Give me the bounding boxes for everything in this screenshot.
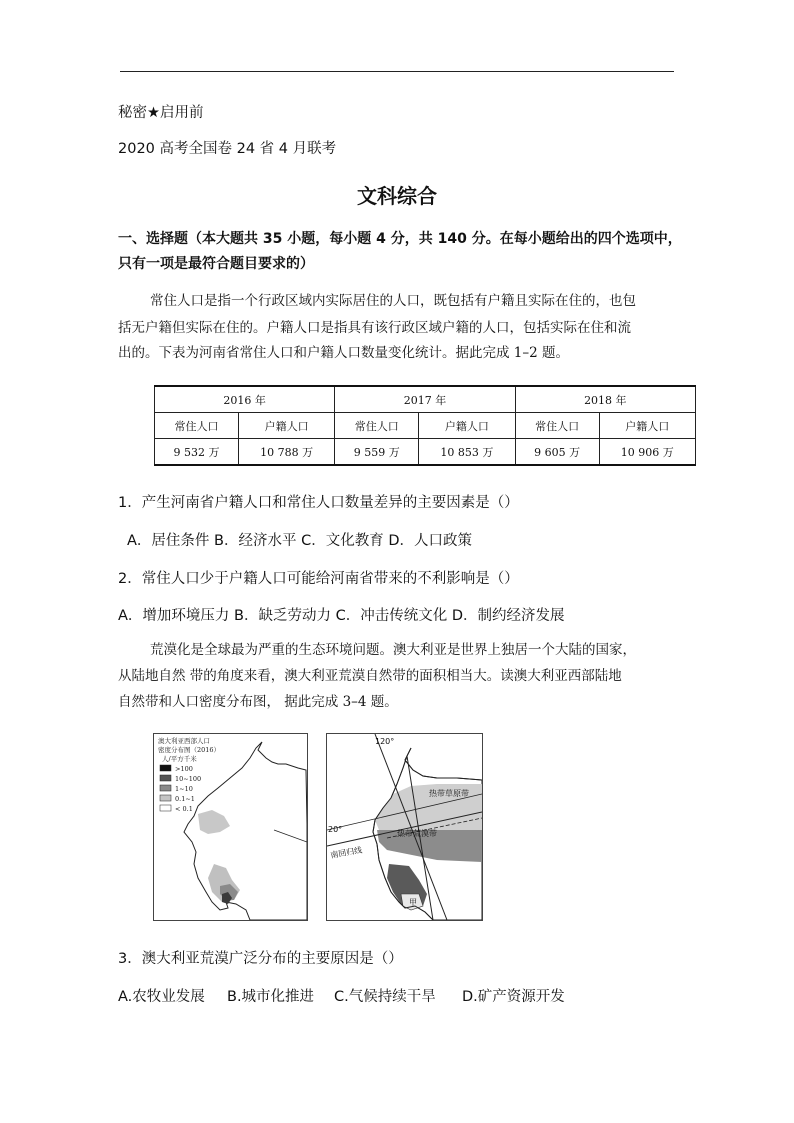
year-cell: 2017 年 bbox=[335, 386, 515, 413]
question-2-options: A．增加环境压力 B．缺乏劳动力 C．冲击传统文化 D．制约经济发展 bbox=[118, 608, 565, 624]
header-cell: 户籍人口 bbox=[599, 413, 695, 439]
intro-paragraph-1-line2: 括无户籍但实际在住的。户籍人口是指具有该行政区域户籍的人口，包括实际在住和流 bbox=[118, 320, 631, 336]
savanna-label: 热带草原带 bbox=[429, 789, 469, 798]
table-row bbox=[155, 439, 696, 466]
year-cell: 2018 年 bbox=[515, 386, 695, 413]
map1-title-line1: 澳大利亚西部人口 bbox=[158, 737, 210, 745]
longitude-label: 120° bbox=[375, 737, 395, 746]
section-heading-line1: 一、选择题（本大题共 35 小题，每小题 4 分，共 140 分。在每小题给出的四个选项中， bbox=[118, 231, 682, 247]
exam-name: 2020 高考全国卷 24 省 4 月联考 bbox=[118, 141, 337, 157]
intro-paragraph-1-line1: 常住人口是指一个行政区域内实际居住的人口，既包括有户籍且实际在住的，也包 bbox=[150, 293, 636, 309]
legend-label: 0.1~1 bbox=[175, 795, 195, 803]
intro-paragraph-1-line3: 出的。下表为河南省常住人口和户籍人口数量变化统计。据此完成 1–2 题。 bbox=[118, 345, 570, 361]
section-heading-line2: 只有一项是最符合题目要求的） bbox=[118, 256, 314, 272]
value-cell: 9 559 万 bbox=[335, 439, 419, 466]
table-row bbox=[155, 413, 696, 439]
header-cell: 常住人口 bbox=[515, 413, 599, 439]
header-cell: 常住人口 bbox=[155, 413, 239, 439]
desert-label: 热带荒漠带 bbox=[397, 829, 437, 838]
value-cell: 10 788 万 bbox=[238, 439, 334, 466]
question-3-option-b: B.城市化推进 bbox=[227, 989, 315, 1005]
question-2-stem: 2．常住人口少于户籍人口可能给河南省带来的不利影响是（） bbox=[118, 571, 519, 587]
value-cell: 9 532 万 bbox=[155, 439, 239, 466]
page-title: 文科综合 bbox=[357, 184, 437, 208]
legend-swatch bbox=[160, 775, 171, 781]
legend-label: 10~100 bbox=[175, 775, 202, 783]
header-cell: 户籍人口 bbox=[238, 413, 334, 439]
legend-swatch bbox=[160, 805, 171, 811]
legend-label: >100 bbox=[175, 765, 193, 773]
population-table bbox=[154, 385, 696, 466]
question-1-options: A．居住条件 B．经济水平 C．文化教育 D．人口政策 bbox=[127, 533, 472, 549]
value-cell: 9 605 万 bbox=[515, 439, 599, 466]
question-3-option-d: D.矿产资源开发 bbox=[462, 989, 565, 1005]
legend-swatch bbox=[160, 795, 171, 801]
map1-title-line2: 密度分布图（2016） bbox=[158, 746, 221, 754]
year-cell: 2016 年 bbox=[155, 386, 335, 413]
header-cell: 户籍人口 bbox=[419, 413, 515, 439]
confidential-label: 秘密★启用前 bbox=[118, 105, 204, 121]
question-3-stem: 3．澳大利亚荒漠广泛分布的主要原因是（） bbox=[118, 951, 403, 967]
map1-unit: 人/平方千米 bbox=[162, 755, 197, 763]
value-cell: 10 853 万 bbox=[419, 439, 515, 466]
legend-swatch bbox=[160, 765, 171, 771]
zone-jia-label: 甲 bbox=[409, 898, 417, 907]
tropic-label: 南回归线 bbox=[329, 845, 363, 860]
population-density-map bbox=[153, 733, 308, 921]
question-3-option-a: A.农牧业发展 bbox=[118, 989, 205, 1005]
header-cell: 常住人口 bbox=[335, 413, 419, 439]
natural-zones-map bbox=[326, 733, 483, 921]
intro-paragraph-2-line1: 荒漠化是全球最为严重的生态环境问题。澳大利亚是世界上独居一个大陆的国家， bbox=[150, 642, 636, 658]
value-cell: 10 906 万 bbox=[599, 439, 695, 466]
table-row bbox=[155, 386, 696, 413]
latitude-label: 20° bbox=[328, 825, 343, 834]
intro-paragraph-2-line2: 从陆地自然 带的角度来看，澳大利亚荒漠自然带的面积相当大。读澳大利亚西部陆地 bbox=[118, 668, 622, 684]
question-3-option-c: C.气候持续干旱 bbox=[334, 989, 436, 1005]
question-1-stem: 1．产生河南省户籍人口和常住人口数量差异的主要因素是（） bbox=[118, 495, 519, 511]
legend-label: < 0.1 bbox=[175, 805, 193, 813]
legend-swatch bbox=[160, 785, 171, 791]
intro-paragraph-2-line3: 自然带和人口密度分布图， 据此完成 3–4 题。 bbox=[118, 694, 398, 710]
header-rule bbox=[120, 71, 674, 72]
legend-label: 1~10 bbox=[175, 785, 193, 793]
